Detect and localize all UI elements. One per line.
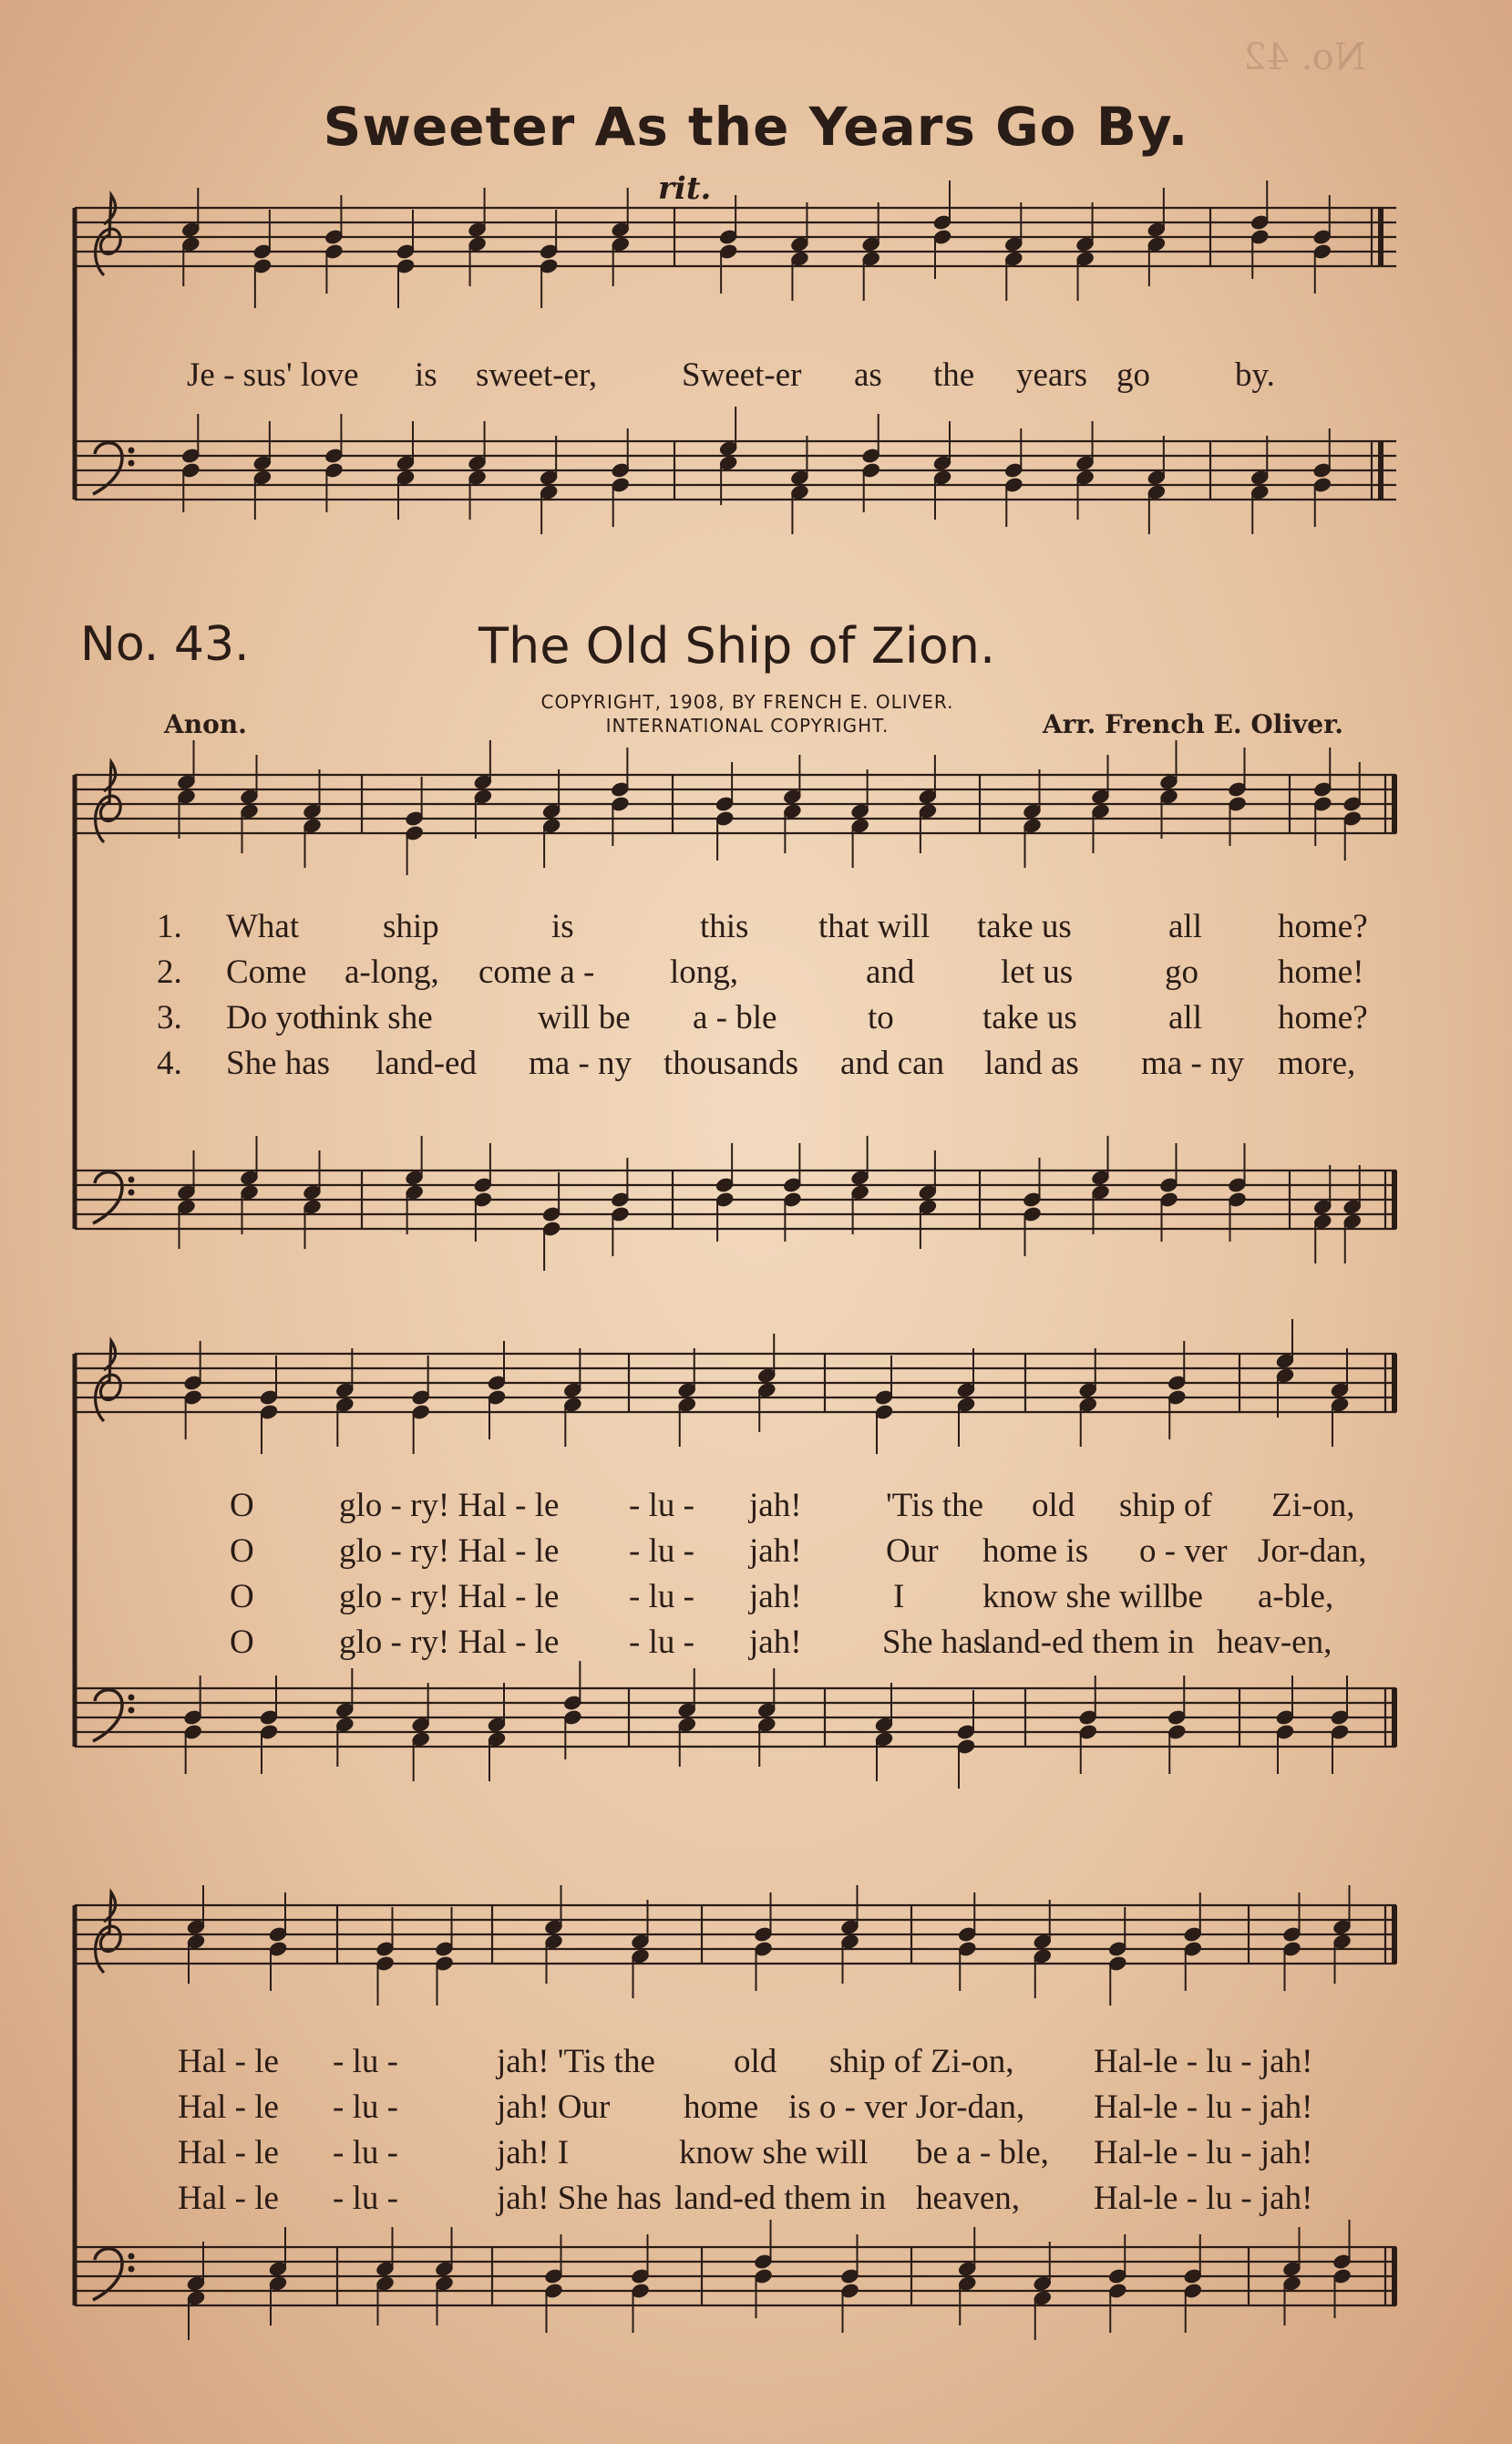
lyric-word: Zi-on, (1271, 1487, 1355, 1524)
lyric-word: take us (977, 908, 1072, 945)
lyric-word: O (230, 1532, 254, 1570)
lyric-word: She has (226, 1045, 331, 1082)
previous-hymn-lyrics (0, 356, 1512, 397)
lyric-word: land as (984, 1045, 1079, 1082)
lyric-word: glo - ry! Hal - le (339, 1487, 560, 1524)
refrain-line-2 (0, 2088, 1512, 2129)
copyright-line: INTERNATIONAL COPYRIGHT. (605, 715, 890, 737)
corner-page-number: No. 42 (1243, 36, 1366, 78)
lyric-word: heaven, (916, 2180, 1021, 2217)
lyric-word: old (734, 2043, 777, 2080)
lyric-word: Hal-le - lu - jah! (1094, 2180, 1313, 2217)
hymn-number: No. 43. (80, 617, 250, 672)
lyric-word: glo - ry! Hal - le (339, 1624, 560, 1661)
bass-clef-dot (129, 1190, 134, 1195)
lyric-word: sweet-er, (476, 356, 598, 394)
verse-number: 3. (157, 999, 182, 1036)
lyric-word: jah! Our (497, 2088, 611, 2126)
bass-clef (93, 443, 122, 494)
lyric-word: to (868, 999, 894, 1036)
lyric-word: this (700, 908, 749, 945)
lyric-word: Hal-le - lu - jah! (1094, 2088, 1313, 2126)
lyric-word: Jor-dan, (1258, 1532, 1367, 1570)
bass-clef-dot (129, 1707, 134, 1713)
lyric-word: jah! (749, 1578, 802, 1615)
lyric-word: as (854, 356, 882, 394)
lyric-word: more, (1278, 1045, 1356, 1082)
verse-line-4 (0, 1044, 1512, 1085)
chorus-line-3 (0, 1577, 1512, 1618)
copyright-notice (510, 690, 984, 737)
lyric-word: Come (226, 954, 307, 991)
copyright-line: COPYRIGHT, 1908, BY FRENCH E. OLIVER. (540, 691, 954, 713)
lyric-word: heav-en, (1217, 1624, 1332, 1661)
lyric-word: I (893, 1578, 905, 1615)
lyric-word: a-ble, (1258, 1578, 1334, 1615)
lyric-word: home (684, 2088, 759, 2126)
verse-line-1 (0, 907, 1512, 948)
lyric-word: Do you (226, 999, 326, 1036)
lyric-word: long, (670, 954, 739, 991)
lyric-word: Hal - le (178, 2088, 279, 2126)
lyric-word: Hal-le - lu - jah! (1094, 2134, 1313, 2171)
lyric-word: land-ed (375, 1045, 477, 1082)
lyric-word: thousands (663, 1045, 798, 1082)
bass-clef-dot (129, 460, 134, 466)
lyric-word: come a - (478, 954, 595, 991)
lyric-word: jah! (749, 1624, 802, 1661)
arranger: Arr. French E. Oliver. (1042, 709, 1343, 739)
lyric-word: o - ver (1139, 1532, 1228, 1570)
ritardando-marking: rit. (658, 170, 712, 207)
lyric-word: Sweet-er (682, 356, 802, 394)
refrain-line-4 (0, 2179, 1512, 2220)
lyric-word: by. (1235, 356, 1275, 394)
lyric-word: years (1016, 356, 1088, 394)
lyric-word: go (1165, 954, 1198, 991)
lyric-word: a - ble (693, 999, 777, 1036)
refrain-line-1 (0, 2042, 1512, 2083)
lyricist: Anon. (164, 709, 247, 739)
lyric-word: O (230, 1624, 254, 1661)
bass-clef-dot (129, 1695, 134, 1700)
lyric-word: Our (886, 1532, 939, 1570)
lyric-word: be a - ble, (916, 2134, 1049, 2171)
bass-clef (93, 1172, 122, 1223)
lyric-word: all (1168, 908, 1202, 945)
lyric-word: jah! She has (497, 2180, 662, 2217)
lyric-word: home? (1278, 999, 1368, 1036)
lyric-word: glo - ry! Hal - le (339, 1578, 560, 1615)
lyric-word: think she (310, 999, 433, 1036)
bass-clef-dot (129, 1177, 134, 1182)
lyric-word: She has (882, 1624, 987, 1661)
bass-clef-dot (129, 2266, 134, 2272)
lyric-word: is (415, 356, 437, 394)
lyric-word: O (230, 1578, 254, 1615)
lyric-word: ma - ny (529, 1045, 633, 1082)
lyric-word: - lu - (629, 1624, 694, 1661)
verse-number: 1. (157, 908, 182, 945)
lyric-word: home is (982, 1532, 1089, 1570)
lyric-word: jah! I (497, 2134, 570, 2171)
lyric-word: home! (1278, 954, 1364, 991)
lyric-word: ma - ny (1141, 1045, 1245, 1082)
lyric-word: be (1171, 1578, 1203, 1615)
bass-clef-dot (129, 448, 134, 453)
lyric-word: 'Tis the (886, 1487, 984, 1524)
lyric-word: glo - ry! Hal - le (339, 1532, 560, 1570)
verse-line-2 (0, 953, 1512, 994)
lyric-word: jah! 'Tis the (497, 2043, 655, 2080)
lyric-word: What (226, 908, 300, 945)
lyric-word: is o - ver Jor-dan, (788, 2088, 1025, 2126)
lyric-word: - lu - (333, 2134, 398, 2171)
lyric-word: that will (818, 908, 931, 945)
lyric-word: take us (982, 999, 1077, 1036)
lyric-word: - lu - (629, 1487, 694, 1524)
lyric-word: ship of Zi-on, (829, 2043, 1014, 2080)
lyric-word: the (933, 356, 975, 394)
verse-number: 2. (157, 954, 182, 991)
lyric-word: Hal - le (178, 2134, 279, 2171)
lyric-word: and can (840, 1045, 945, 1082)
refrain-line-3 (0, 2133, 1512, 2174)
verse-line-3 (0, 998, 1512, 1039)
lyric-word: go (1116, 356, 1150, 394)
lyric-word: - lu - (629, 1532, 694, 1570)
lyric-word: Hal - le (178, 2043, 279, 2080)
lyric-word: all (1168, 999, 1202, 1036)
bass-clef-dot (129, 2253, 134, 2259)
lyric-word: know she will (679, 2134, 869, 2171)
previous-hymn-title: Sweeter As the Years Go By. (323, 96, 1189, 158)
lyric-word: a-long, (345, 954, 439, 991)
lyric-word: jah! (749, 1532, 802, 1570)
lyric-word: ship of (1119, 1487, 1212, 1524)
chorus-line-4 (0, 1623, 1512, 1664)
lyric-word: - lu - (333, 2180, 398, 2217)
lyric-word: Hal - le (178, 2180, 279, 2217)
lyric-word: - lu - (333, 2088, 398, 2126)
lyric-word: jah! (749, 1487, 802, 1524)
lyric-word: will be (538, 999, 631, 1036)
lyric-word: land-ed them in (982, 1624, 1195, 1661)
lyric-word: know she will (982, 1578, 1172, 1615)
verse-number: 4. (157, 1045, 182, 1082)
lyric-word: O (230, 1487, 254, 1524)
hymn-title: The Old Ship of Zion. (478, 617, 996, 675)
lyric-word: ship (383, 908, 439, 945)
lyric-word: let us (1001, 954, 1074, 991)
lyric-word: is (551, 908, 574, 945)
lyric-word: old (1032, 1487, 1075, 1524)
lyric-word: and (866, 954, 915, 991)
chorus-line-1 (0, 1486, 1512, 1527)
lyric-word: Je - sus' love (187, 356, 359, 394)
lyric-word: - lu - (333, 2043, 398, 2080)
chorus-line-2 (0, 1531, 1512, 1573)
bass-clef (93, 2249, 122, 2300)
lyric-word: Hal-le - lu - jah! (1094, 2043, 1313, 2080)
bass-clef (93, 1690, 122, 1741)
lyric-word: land-ed them in (674, 2180, 887, 2217)
lyric-word: - lu - (629, 1578, 694, 1615)
lyric-word: home? (1278, 908, 1368, 945)
